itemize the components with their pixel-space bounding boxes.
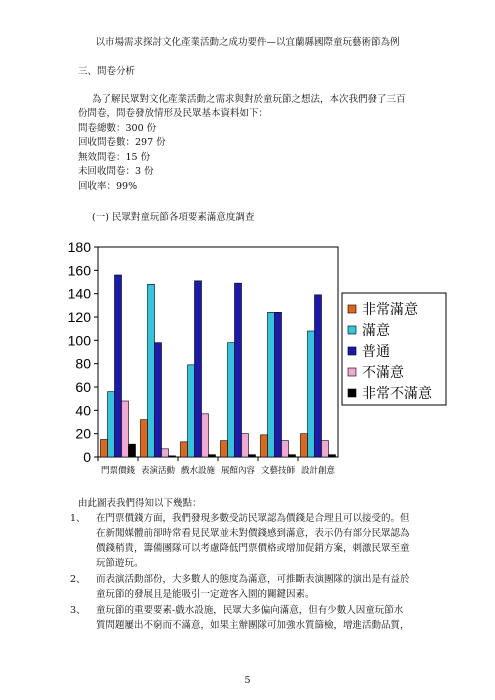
bar: [169, 456, 176, 457]
bar: [249, 455, 256, 457]
bar: [188, 365, 195, 457]
legend-label: 滿意: [362, 323, 390, 339]
bar: [221, 441, 228, 457]
legend-swatch: [348, 326, 356, 334]
x-tick-label: 戲水設施: [180, 466, 216, 476]
stat-returned: 回收問卷數：297 份: [78, 137, 166, 148]
x-tick-label: 表演活動: [140, 466, 176, 476]
legend-swatch: [348, 389, 356, 397]
bar: [155, 343, 162, 457]
bar: [141, 420, 148, 457]
legend-swatch: [348, 347, 356, 355]
y-tick-label: 60: [75, 379, 91, 395]
running-header: 以市場需求探討文化產業活動之成功要件—以宜蘭縣國際童玩藝術節為例: [95, 37, 400, 48]
y-tick-label: 40: [75, 402, 91, 419]
summary-intro: 由此圖表我們得知以下幾點：: [78, 498, 202, 509]
point-3-line-2: 質問題屢出不窮而不滿意，如果主辦團隊可加強水質篩檢，增進活動品質，: [96, 620, 410, 631]
stat-total: 問卷總數：300 份: [78, 123, 157, 134]
point-2-number: 2、: [70, 574, 86, 585]
bar: [301, 434, 308, 457]
bar: [195, 281, 202, 457]
bar: [322, 441, 329, 457]
bar: [261, 435, 268, 457]
bar: [235, 283, 242, 457]
bar: [202, 414, 209, 457]
point-1-line-3: 價錢稍貴，籌備團隊可以考慮降低門票價格或增加促銷方案，刺激民眾至童: [96, 543, 410, 554]
intro-line-2: 份問卷，問卷發放情形及民眾基本資料如下：: [78, 108, 269, 119]
bar: [268, 312, 275, 457]
plot-area: [98, 247, 338, 457]
point-2-line-1: 而表演活動部份，大多數人的態度為滿意，可推斷表演團隊的演出是有益於: [96, 574, 410, 585]
bar: [308, 331, 315, 457]
y-tick-label: 180: [67, 239, 91, 255]
legend-swatch: [348, 368, 356, 376]
point-3-number: 3、: [70, 605, 86, 616]
bar: [242, 434, 249, 457]
bar: [122, 401, 129, 457]
y-tick-label: 120: [67, 309, 91, 325]
bar: [289, 455, 296, 457]
bar: [162, 449, 169, 457]
bar: [315, 295, 322, 457]
bar: [148, 284, 155, 457]
legend-swatch: [348, 305, 356, 313]
y-tick-label: 160: [67, 262, 91, 279]
bar: [108, 392, 115, 457]
bar: [329, 455, 336, 457]
stat-rate: 回收率：99%: [78, 181, 138, 192]
stat-unreturned: 未回收問卷：3 份: [78, 166, 154, 177]
legend-label: 非常不滿意: [362, 386, 432, 402]
bar: [282, 441, 289, 457]
point-1-line-2: 在新聞媒體前卻時常看見民眾並未對價錢感到滿意，表示仍有部分民眾認為: [96, 528, 410, 539]
legend-label: 非常滿意: [362, 302, 418, 318]
y-tick-label: 80: [75, 355, 91, 372]
point-3-line-1: 童玩節的重要要素-戲水設施，民眾大多偏向滿意，但有少數人因童玩節水: [96, 605, 404, 616]
legend-label: 普通: [362, 344, 390, 360]
bar: [101, 440, 108, 458]
y-tick-label: 20: [75, 425, 91, 442]
point-1-line-4: 玩節遊玩。: [96, 558, 144, 569]
x-tick-label: 文藝技師: [260, 466, 296, 476]
satisfaction-bar-chart: [60, 235, 450, 485]
x-tick-label: 門票價錢: [100, 466, 136, 476]
bar: [181, 442, 188, 457]
bar: [129, 444, 136, 457]
y-tick-label: 140: [67, 285, 91, 302]
bar: [115, 275, 122, 457]
subsection-title: (一) 民眾對童玩節各項要素滿意度調查: [92, 212, 255, 223]
point-2-line-2: 童玩節的發展且是能吸引一定遊客入園的關鍵因素。: [96, 589, 315, 600]
intro-line-1: 為了解民眾對文化產業活動之需求與對於童玩節之想法，本次我們發了三百: [92, 94, 406, 105]
bar: [275, 312, 282, 457]
bar: [228, 343, 235, 457]
point-1-line-1: 在門票價錢方面，我們發現多數受訪民眾認為價錢是合理且可以接受的。但: [96, 513, 410, 524]
stat-invalid: 無效問卷：15 份: [78, 152, 151, 163]
y-tick-label: 100: [67, 332, 91, 349]
x-tick-label: 設計創意: [300, 466, 336, 476]
x-tick-label: 展館內容: [220, 466, 256, 476]
bar: [209, 455, 216, 457]
point-1-number: 1、: [70, 513, 86, 524]
legend-label: 不滿意: [362, 365, 404, 381]
section-title: 三、問卷分析: [78, 66, 136, 77]
page-number: 5: [244, 675, 251, 686]
y-tick-label: 0: [83, 449, 91, 465]
